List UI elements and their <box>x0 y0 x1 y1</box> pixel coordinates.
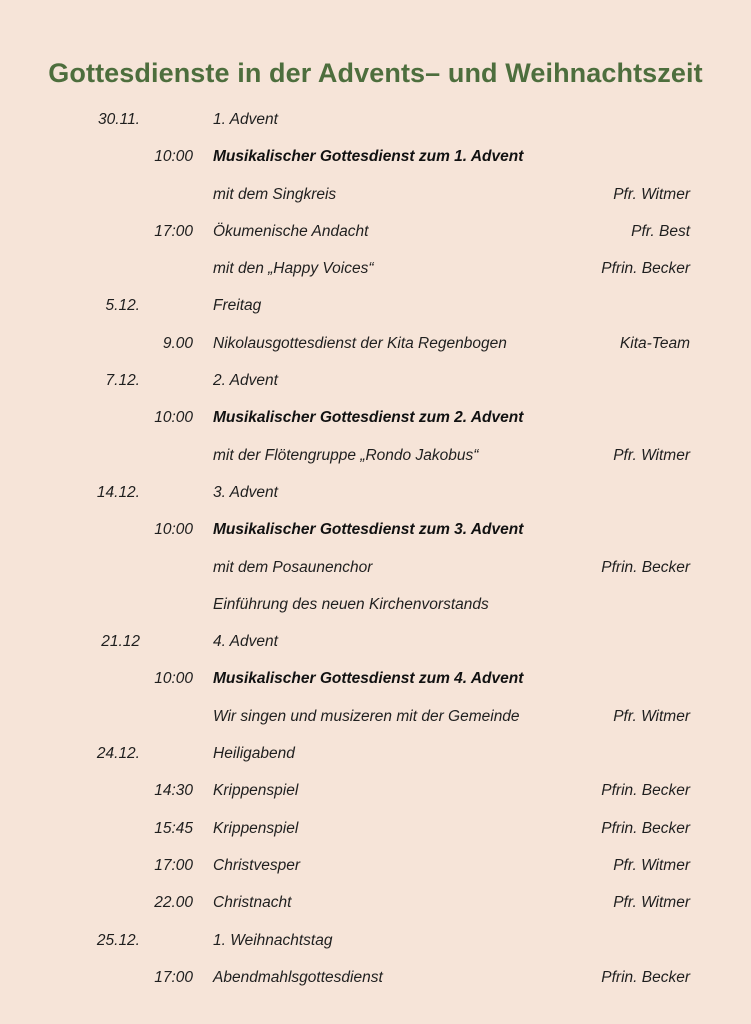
schedule-description: Christvesper <box>213 856 300 874</box>
schedule-time: 17:00 <box>154 968 193 986</box>
schedule-row <box>0 623 751 660</box>
schedule-description: mit dem Singkreis <box>213 185 337 203</box>
schedule-row <box>0 922 751 959</box>
schedule-description: Krippenspiel <box>213 782 299 800</box>
schedule-description: mit dem Posaunenchor <box>213 558 373 576</box>
schedule-row <box>0 138 751 175</box>
schedule-row <box>0 698 751 735</box>
schedule-description: 1. Weihnachtstag <box>213 931 333 949</box>
schedule-date: 5.12. <box>105 297 140 315</box>
schedule-officiant: Pfr. Witmer <box>613 185 690 203</box>
schedule-description: Musikalischer Gottesdienst zum 2. Advent <box>213 409 524 427</box>
page-title: Gottesdienste in der Advents– und Weihnachtszeit <box>48 58 703 88</box>
schedule-row <box>0 884 751 921</box>
schedule-row <box>0 549 751 586</box>
schedule-officiant: Pfr. Best <box>631 222 690 240</box>
schedule-row <box>0 959 751 996</box>
schedule-officiant: Pfr. Witmer <box>613 707 690 725</box>
schedule-officiant: Pfr. Witmer <box>613 446 690 464</box>
schedule-description: 1. Advent <box>213 111 278 128</box>
schedule-date: 21.12 <box>101 633 140 651</box>
schedule-description: 4. Advent <box>213 633 278 651</box>
schedule-row <box>0 399 751 436</box>
schedule-description: Wir singen und musizeren mit der Gemeinde <box>213 707 520 725</box>
schedule-date: 30.11. <box>98 111 140 128</box>
schedule-date: 7.12. <box>105 372 140 390</box>
schedule-officiant: Pfr. Witmer <box>613 894 690 912</box>
schedule-row <box>0 735 751 772</box>
schedule-time: 14:30 <box>154 782 193 800</box>
schedule-description: 3. Advent <box>213 483 278 501</box>
schedule-time: 9.00 <box>162 334 193 352</box>
schedule-row <box>0 810 751 847</box>
schedule-description: mit der Flötengruppe „Rondo Jakobus“ <box>213 446 479 464</box>
schedule-description: Musikalischer Gottesdienst zum 1. Advent <box>213 148 524 166</box>
schedule-description: Ökumenische Andacht <box>213 222 369 240</box>
schedule-description: Abendmahlsgottesdienst <box>213 968 383 986</box>
schedule-row <box>0 325 751 362</box>
schedule-time: 17:00 <box>154 856 193 874</box>
schedule-row <box>0 176 751 213</box>
schedule-officiant: Pfrin. Becker <box>601 968 690 986</box>
schedule-description: Christnacht <box>213 894 292 912</box>
schedule-row <box>0 437 751 474</box>
schedule-description: Einführung des neuen Kirchenvorstands <box>213 595 489 613</box>
schedule-list <box>0 101 751 996</box>
schedule-date: 14.12. <box>96 483 140 501</box>
schedule-time: 10:00 <box>154 670 193 688</box>
schedule-description: Freitag <box>213 297 262 315</box>
schedule-description: Musikalischer Gottesdienst zum 3. Advent <box>213 521 524 539</box>
schedule-officiant: Pfr. Witmer <box>613 856 690 874</box>
schedule-row <box>0 362 751 399</box>
schedule-row <box>0 213 751 250</box>
schedule-row <box>0 474 751 511</box>
schedule-officiant: Pfrin. Becker <box>601 558 690 576</box>
schedule-row <box>0 660 751 697</box>
schedule-description: Heiligabend <box>213 745 295 763</box>
schedule-description: Nikolausgottesdienst der Kita Regenbogen <box>213 334 507 352</box>
schedule-description: Krippenspiel <box>213 819 299 837</box>
schedule-description: 2. Advent <box>213 372 278 390</box>
schedule-time: 10:00 <box>154 148 193 166</box>
schedule-officiant: Pfrin. Becker <box>601 260 690 278</box>
schedule-date: 25.12. <box>96 931 140 949</box>
schedule-time: 15:45 <box>154 819 193 837</box>
schedule-description: mit den „Happy Voices“ <box>213 260 374 278</box>
schedule-description: Musikalischer Gottesdienst zum 4. Advent <box>213 670 524 688</box>
schedule-row <box>0 287 751 324</box>
schedule-date: 24.12. <box>96 745 140 763</box>
schedule-time: 17:00 <box>154 222 193 240</box>
schedule-row <box>0 772 751 809</box>
schedule-time: 10:00 <box>154 521 193 539</box>
schedule-time: 22.00 <box>154 894 193 912</box>
schedule-officiant: Kita-Team <box>619 334 690 352</box>
schedule-row <box>0 511 751 548</box>
schedule-time: 10:00 <box>154 409 193 427</box>
schedule-officiant: Pfrin. Becker <box>601 819 690 837</box>
schedule-officiant: Pfrin. Becker <box>601 782 690 800</box>
schedule-row <box>0 586 751 623</box>
schedule-row <box>0 101 751 138</box>
schedule-row <box>0 250 751 287</box>
schedule-row <box>0 847 751 884</box>
